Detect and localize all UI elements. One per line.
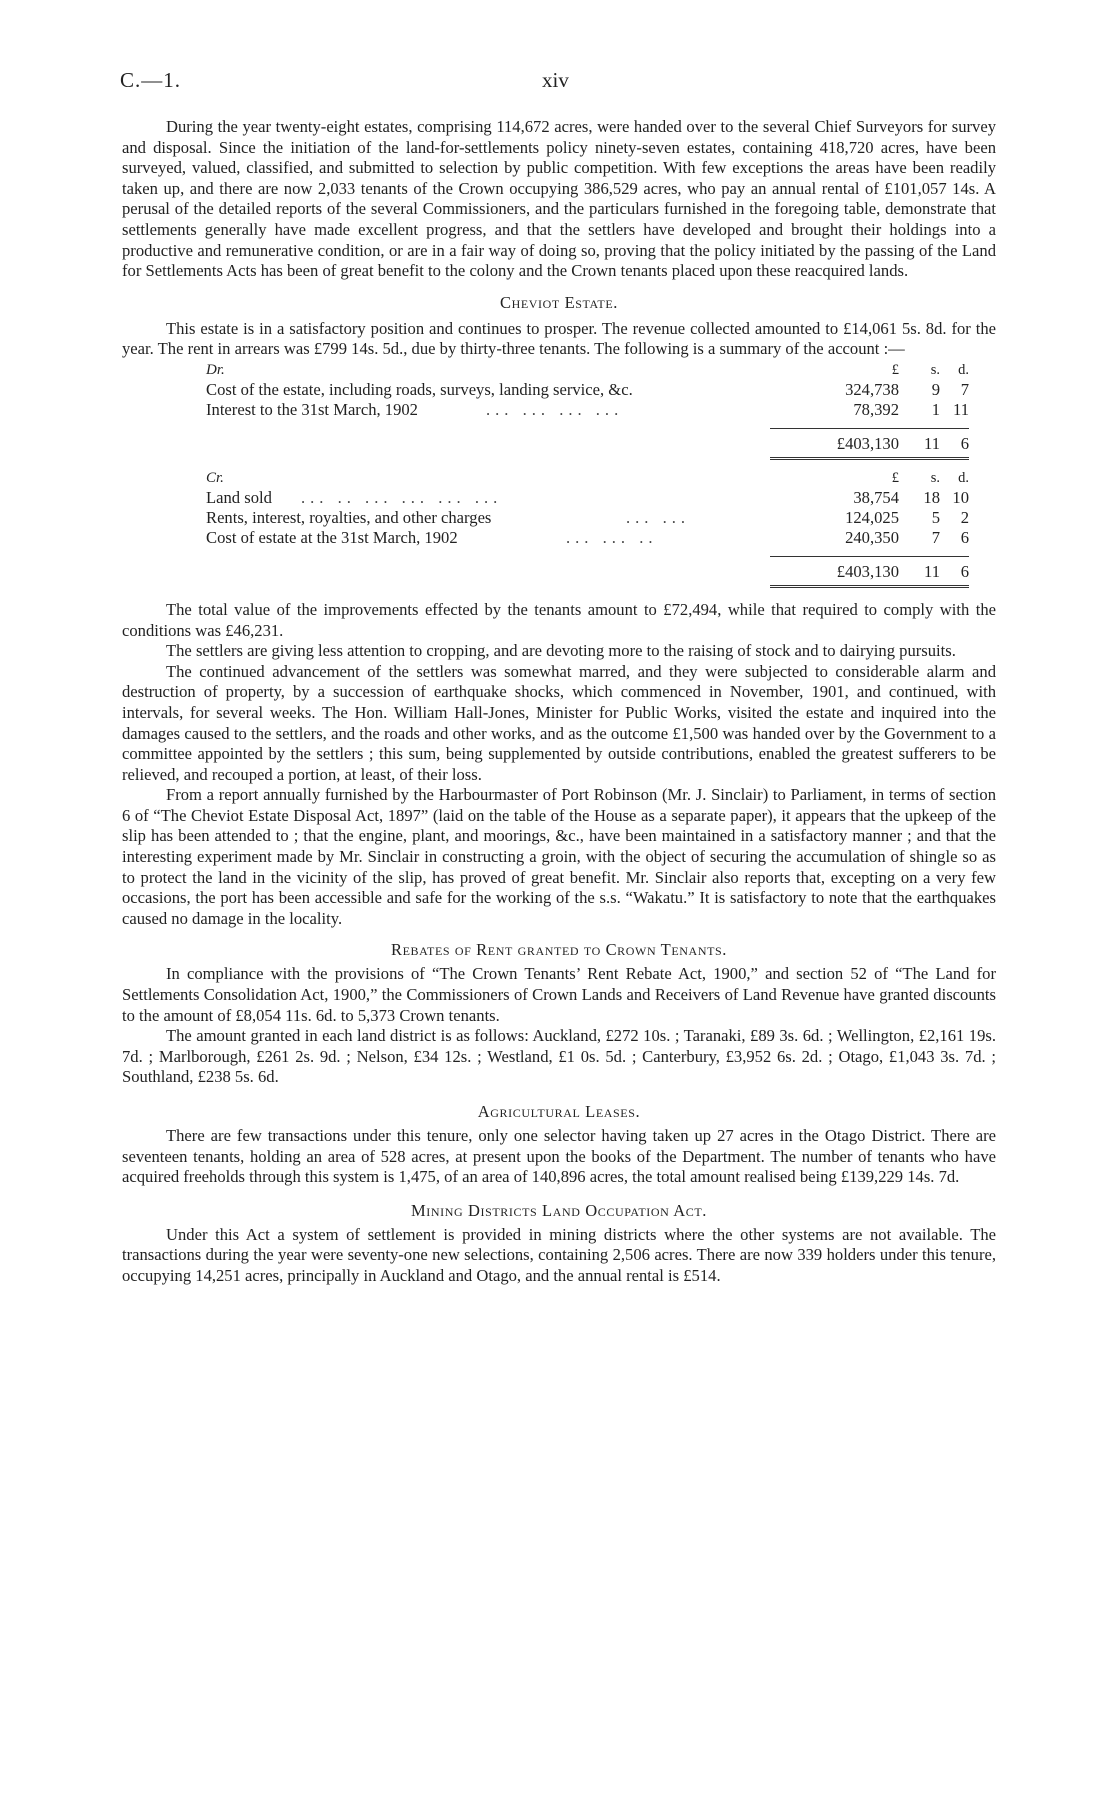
dr-total-pence: 6 <box>960 433 969 453</box>
leader-dots: ... .. ... ... ... ... <box>301 487 503 507</box>
account-row-shillings: 18 <box>923 487 940 507</box>
account-row-pence: 6 <box>960 527 969 547</box>
account-row-label <box>206 487 503 509</box>
pounds-unit: £ <box>891 361 899 378</box>
account-row-pence: 2 <box>960 507 969 527</box>
dr-total-row <box>122 434 996 456</box>
dr-total-pounds: £403,130 <box>836 433 899 453</box>
shillings-unit: s. <box>930 361 940 378</box>
sum-rule <box>770 556 969 557</box>
account-row-label <box>206 507 691 529</box>
rule-spacer <box>122 548 996 562</box>
mining-districts-heading: Mining Districts Land Occupation Act. <box>411 1200 707 1220</box>
rule-spacer <box>122 456 996 468</box>
account-row-pounds: 38,754 <box>853 487 899 507</box>
cr-total-shillings: 11 <box>924 561 940 581</box>
agricultural-leases-paragraph: There are few transactions under this tenure, only one selector having taken up 27 acres in the Otago District. There are seventeen tenants, holding an area of 528 acres, at present upon the books of the Department. The number of tenants who have acquired freeholds through this system is 1,475, of an area of 140,896 acres, the total amount realised being £139,229 14s. 7d. <box>122 1126 996 1187</box>
pence-unit: d. <box>958 469 969 486</box>
account-row <box>122 528 996 548</box>
cr-total-pence: 6 <box>960 561 969 581</box>
account-row-label <box>206 399 624 421</box>
cr-total-row <box>122 562 996 584</box>
pounds-unit: £ <box>891 469 899 486</box>
dr-total-shillings: 11 <box>924 433 940 453</box>
account-row-shillings: 5 <box>931 507 940 527</box>
cheviot-paragraph: The continued advancement of the settlers was somewhat marred, and they were subjected to considerable alarm and destruction of property, by a succession of earthquake shocks, which commenced in November, 1901, and continued, with intervals, for several weeks. The Hon. William Hall-Jones, Minister for Public Works, visited the estate and inquired into the damages caused to the settlers, and the roads and other works, and as the outcome £1,500 was handed over by the Government to a committee appointed by the settlers ; this sum, being supplemented by outside contributions, enabled the greatest sufferers to be relieved, and recouped a portion, at least, of their loss. <box>122 661 996 784</box>
rebates-heading: Rebates of Rent granted to Crown Tenants. <box>390 940 728 960</box>
intro-paragraph: During the year twenty-eight estates, comprising 114,672 acres, were handed over to the several Chief Surveyors for survey and disposal. Since the initiation of the land-for-settlements policy ninety-seven estates, containing 418,720 acres, have been surveyed, valued, classified, and submitted to selection by public competition. With few exceptions the areas have been readily taken up, and there are now 2,033 tenants of the Crown occupying 386,529 acres, who pay an annual rental of £101,057 14s. A perusal of the detailed reports of the several Commissioners, and the particulars furnished in the foregoing table, demonstrate that settlements generally have made excellent progress, and that the settlers have developed and brought their holdings into a productive and remunerative condition, or are in a fair way of doing so, proving that the policy initiated by the passing of the Land for Settlements Acts has been of great benefit to the colony and the Crown tenants placed upon these reacquired lands. <box>122 117 996 281</box>
sum-rule <box>770 428 969 429</box>
cr-label: Cr. <box>206 469 224 486</box>
total-double-rule <box>770 585 969 588</box>
account-row-label-text: Land sold <box>206 487 272 507</box>
account-row <box>122 508 996 528</box>
dr-header-row <box>122 360 996 380</box>
page-number: xiv <box>542 68 569 92</box>
account-row-label: Cost of the estate, including roads, surveys, landing service, &c. <box>206 379 633 399</box>
pence-unit: d. <box>958 361 969 378</box>
cr-header-row <box>122 468 996 488</box>
account-row-pence: 7 <box>960 379 969 399</box>
account-row-pounds: 324,738 <box>845 379 899 399</box>
account-row-pounds: 240,350 <box>845 527 899 547</box>
account-row-shillings: 7 <box>931 527 940 547</box>
document-reference: C.—1. <box>120 68 182 92</box>
total-double-rule <box>770 457 969 460</box>
account-row <box>122 380 996 400</box>
account-row-pounds: 78,392 <box>853 399 899 419</box>
account-row <box>122 488 996 508</box>
account-row-label-text: Rents, interest, royalties, and other charges <box>206 507 492 527</box>
mining-districts-paragraph: Under this Act a system of settlement is provided in mining districts where the other systems are not available. The transactions during the year were seventy-one new selections, containing 2,506 acres. There are now 339 holders under this tenure, occupying 14,251 acres, principally in Auckland and Otago, and the annual rental is £514. <box>122 1224 996 1285</box>
cr-total-pounds: £403,130 <box>836 561 899 581</box>
leader-dots: ... ... <box>626 507 691 527</box>
dr-label: Dr. <box>206 361 225 378</box>
account-row-shillings: 9 <box>931 379 940 399</box>
account-row-pence: 11 <box>953 399 969 419</box>
rebates-paragraph: In compliance with the provisions of “The Crown Tenants’ Rent Rebate Act, 1900,” and section 52 of “The Land for Settlements Consolidation Act, 1900,” the Commissioners of Crown Lands and Receivers of Land Revenue have granted discounts to the amount of £8,054 11s. 6d. to 5,373 Crown tenants. <box>122 964 996 1025</box>
agricultural-leases-heading: Agricultural Leases. <box>477 1102 641 1121</box>
rule-spacer <box>122 584 996 600</box>
cheviot-paragraph: The total value of the improvements effected by the tenants amount to £72,494, while that required to comply with the conditions was £46,231. <box>122 599 996 640</box>
cheviot-paragraph: From a report annually furnished by the Harbourmaster of Port Robinson (Mr. J. Sinclair) to Parliament, in terms of section 6 of “The Cheviot Estate Disposal Act, 1897” (laid on the table of the House as a separate paper), it appears that the upkeep of the slip has been attended to ; that the engine, plant, and moorings, &c., have been maintained in a satisfactory manner ; and that the interesting experiment made by Mr. Sinclair in constructing a groin, with the object of securing the accumulation of shingle so as to protect the land in the vicinity of the slip, has proved of great benefit. Mr. Sinclair also reports that, excepting on a very few occasions, the port has been accessible and safe for the working of the s.s. “Wakatu.” It is satisfactory to note that the earthquakes caused no damage in the locality. <box>122 785 996 928</box>
leader-dots: ... ... .. <box>566 527 658 547</box>
leader-dots: ... ... ... ... <box>486 399 624 419</box>
rebates-paragraph: The amount granted in each land district is as follows: Auckland, £272 10s. ; Taranaki, £89 3s. 6d. ; Wellington, £2,161 19s. 7d. ; Marlborough, £261 2s. 9d. ; Nelson, £34 12s. ; Westland, £1 0s. 5d. ; Canterbury, £3,952 6s. 2d. ; Otago, £1,043 3s. 7d. ; Southland, £238 5s. 6d. <box>122 1026 996 1087</box>
account-row-pounds: 124,025 <box>845 507 899 527</box>
cheviot-paragraph: The settlers are giving less attention to cropping, and are devoting more to the raising of stock and to dairying pursuits. <box>166 641 956 661</box>
shillings-unit: s. <box>930 469 940 486</box>
account-row-label-text: Cost of estate at the 31st March, 1902 <box>206 527 458 547</box>
account-row <box>122 400 996 420</box>
rule-spacer <box>122 420 996 434</box>
account-row-label <box>206 527 658 549</box>
account-row-pence: 10 <box>952 487 969 507</box>
cheviot-estate-heading: Cheviot Estate. <box>499 292 619 312</box>
document-body <box>122 117 996 1287</box>
account-row-label-text: Interest to the 31st March, 1902 <box>206 399 418 419</box>
account-row-shillings: 1 <box>931 399 940 419</box>
cheviot-account-summary <box>122 360 996 600</box>
cheviot-intro-paragraph: This estate is in a satisfactory position and continues to prosper. The revenue collected amounted to £14,061 5s. 8d. for the year. The rent in arrears was £799 14s. 5d., due by thirty-three tenants. The following is a summary of the account :— <box>122 318 996 359</box>
